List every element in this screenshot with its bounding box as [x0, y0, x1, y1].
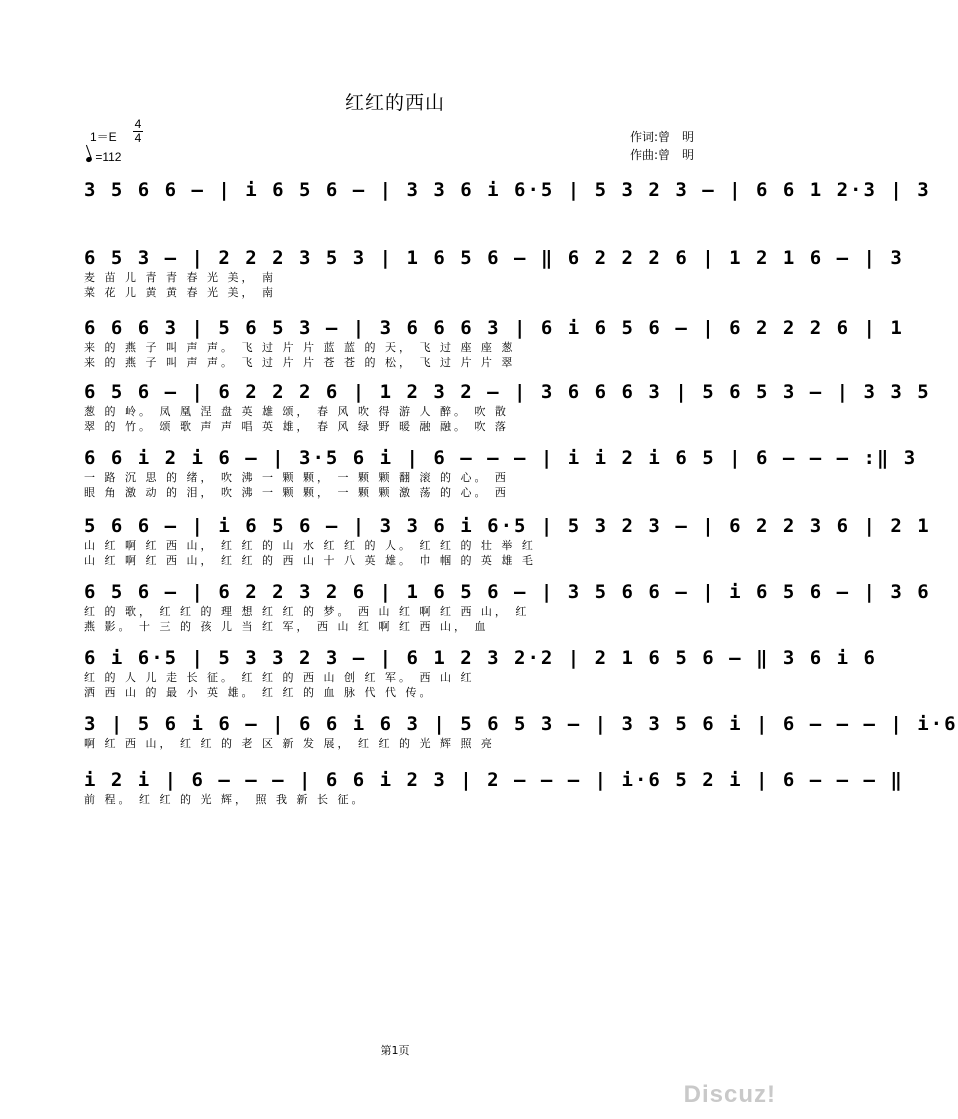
notation-row: 3 5 6 6 – | i 6 5 6 – | 3 3 6 i 6·5 | 5 3 2 3 – | 6 6 1 2·3 | 3 — [84, 179, 931, 201]
lyric-verse-2: 山 红 啊 红 西 山， 红 红 的 西 山 十 八 英 雄。 巾 帼 的 英 雄 毛 — [84, 554, 536, 567]
staff-line-3 — [84, 316, 904, 370]
time-signature-bottom: 4 — [134, 131, 142, 145]
notation-row: 5 6 6 – | i 6 5 6 – | 3 3 6 i 6·5 | 5 3 2 3 – | 6 2 2 3 6 | 2 1 — [84, 515, 931, 537]
lyric-verse-2: 洒 西 山 的 最 小 英 雄。 红 红 的 血 脉 代 代 传。 — [84, 686, 434, 699]
staff-line-10 — [84, 768, 904, 807]
lyric-verse-2: 眼 角 激 动 的 泪， 吹 沸 一 颗 颗， 一 颗 颗 激 荡 的 心。 西 — [84, 486, 509, 499]
staff-line-8 — [84, 646, 877, 700]
notation-row: 6 5 6 – | 6 2 2 2 6 | 1 2 3 2 – | 3 6 6 6 3 | 5 6 5 3 – | 3 3 5 — [84, 381, 931, 403]
lyric-verse-1: 麦 苗 儿 青 青 春 光 美， 南 — [84, 271, 276, 284]
notation-row: 6 i 6·5 | 5 3 3 2 3 – | 6 1 2 3 2·2 | 2 1 6 5 6 – ‖ 3 6 i 6 — [84, 647, 877, 669]
tempo-value: =112 — [95, 150, 122, 164]
page-number: 第1页 — [380, 1044, 410, 1057]
notation-row: 6 5 6 – | 6 2 2 3 2 6 | 1 6 5 6 – | 3 5 6 6 – | i 6 5 6 – | 3 6 — [84, 581, 931, 603]
key-signature: 1＝E — [90, 130, 117, 144]
lyric-verse-1: 红 的 歌， 红 红 的 理 想 红 红 的 梦。 西 山 红 啊 红 西 山， 红 — [84, 605, 530, 618]
notation-row: i 2 i | 6 – – – | 6 6 i 2 3 | 2 – – – | i·6 5 2 i | 6 – – – ‖ — [84, 769, 904, 791]
staff-line-6 — [84, 514, 931, 568]
lyric-verse-2: 菜 花 儿 黄 黄 春 光 美， 南 — [84, 286, 276, 299]
staff-line-5 — [84, 446, 918, 500]
notation-row: 6 6 6 3 | 5 6 5 3 – | 3 6 6 6 3 | 6 i 6 5 6 – | 6 2 2 2 6 | 1 — [84, 317, 904, 339]
lyric-verse-1: 一 路 沉 思 的 绪， 吹 沸 一 颗 颗， 一 颗 颗 翻 滚 的 心。 西 — [84, 471, 509, 484]
staff-line-7 — [84, 580, 931, 634]
lyric-verse-1: 山 红 啊 红 西 山， 红 红 的 山 水 红 红 的 人。 红 红 的 壮 举 红 — [84, 539, 536, 552]
notation-row: 6 6 i 2 i 6 – | 3·5 6 i | 6 – – – | i i 2 i 6 5 | 6 – – – :‖ 3 — [84, 447, 918, 469]
staff-line-9 — [84, 712, 958, 751]
lyric-verse-2: 来 的 燕 子 叫 声 声。 飞 过 片 片 苍 苍 的 松， 飞 过 片 片 翠 — [84, 356, 516, 369]
lyric-verse-2: 燕 影。 十 三 的 孩 儿 当 红 军， 西 山 红 啊 红 西 山， 血 — [84, 620, 489, 633]
lyric-verse-1: 红 的 人 儿 走 长 征。 红 红 的 西 山 创 红 军。 西 山 红 — [84, 671, 475, 684]
staff-line-2 — [84, 246, 904, 300]
lyric-verse-1: 葱 的 岭。 凤 凰 涅 盘 英 雄 颂， 春 风 吹 得 游 人 醉。 吹 散 — [84, 405, 509, 418]
song-title: 红红的西山 — [344, 92, 445, 114]
lyricist-credit: 作词:曾 明 — [630, 130, 695, 144]
quarter-note-icon — [85, 156, 92, 163]
lyric-verse-2: 翠 的 竹。 颂 歌 声 声 唱 英 雄， 春 风 绿 野 暖 融 融。 吹 落 — [84, 420, 509, 433]
composer-credit: 作曲:曾 明 — [630, 148, 695, 162]
tempo-marking — [86, 150, 121, 164]
notation-row: 3 | 5 6 i 6 – | 6 6 i 6 3 | 5 6 5 3 – | 3 3 5 6 i | 6 – – – | i·6 — [84, 713, 958, 735]
time-signature-top: 4 — [134, 117, 142, 131]
lyric-verse-1: 前 程。 红 红 的 光 辉， 照 我 新 长 征。 — [84, 793, 366, 806]
notation-row: 6 5 3 – | 2 2 2 3 5 3 | 1 6 5 6 – ‖ 6 2 2 2 6 | 1 2 1 6 – | 3 — [84, 247, 904, 269]
lyric-verse-1: 来 的 燕 子 叫 声 声。 飞 过 片 片 蓝 蓝 的 天， 飞 过 座 座 葱 — [84, 341, 516, 354]
staff-line-4 — [84, 380, 931, 434]
credits — [630, 128, 694, 164]
time-signature — [133, 118, 143, 145]
staff-line-1 — [84, 178, 931, 202]
watermark-logo: Discuz! — [683, 1081, 776, 1108]
lyric-verse-1: 啊 红 西 山， 红 红 的 老 区 新 发 展， 红 红 的 光 辉 照 亮 — [84, 737, 495, 750]
